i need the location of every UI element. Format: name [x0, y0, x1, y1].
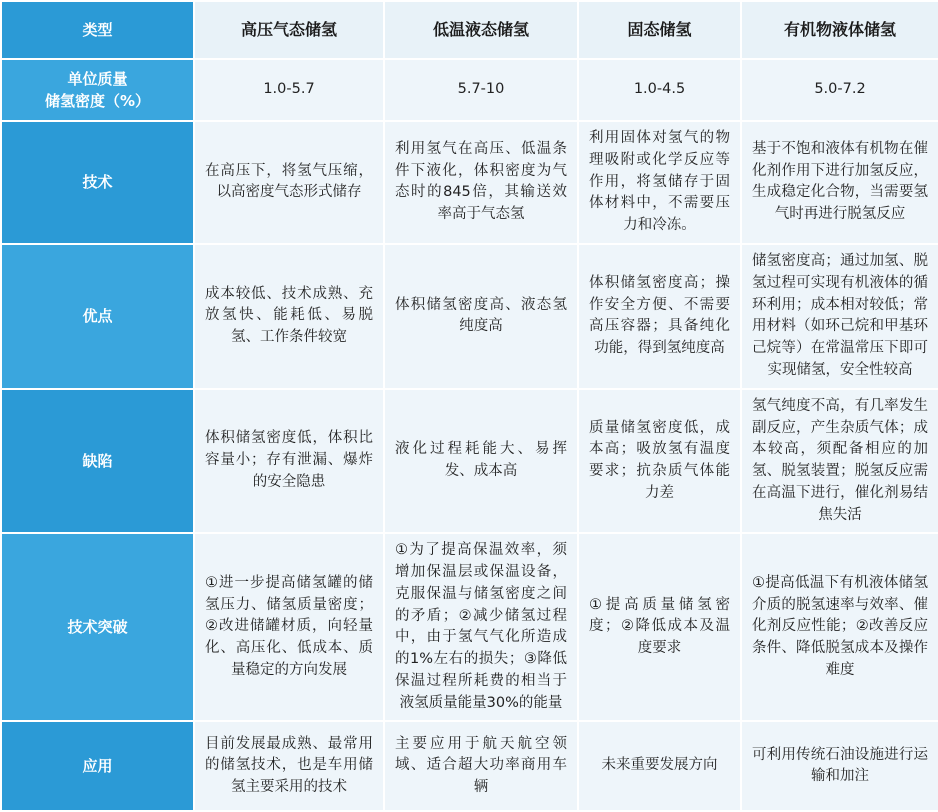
header-col-2: 固态储氢 [578, 1, 741, 59]
row-header-advantages: 优点 [1, 244, 194, 389]
table-row [1, 59, 938, 121]
cell-application-1: 主要应用于航天航空领域、适合超大功率商用车辆 [384, 721, 578, 811]
cell-disadvantages-2: 质量储氢密度低，成本高；吸放氢有温度要求；抗杂质气体能力差 [578, 389, 741, 534]
table-header-row [1, 1, 938, 59]
cell-application-2: 未来重要发展方向 [578, 721, 741, 811]
cell-technology-1: 利用氢气在高压、低温条件下液化，体积密度为气态时的845倍，其输送效率高于气态氢 [384, 121, 578, 244]
row-header-disadvantages: 缺陷 [1, 389, 194, 534]
header-corner-type: 类型 [1, 1, 194, 59]
header-col-3: 有机物液体储氢 [741, 1, 938, 59]
row-header-application: 应用 [1, 721, 194, 811]
cell-breakthrough-0: ①进一步提高储氢罐的储氢压力、储氢质量密度；②改进储罐材质，向轻量化、高压化、低成本、质量稳定的方向发展 [194, 533, 384, 721]
cell-density-0: 1.0-5.7 [194, 59, 384, 121]
cell-breakthrough-3: ①提高低温下有机液体储氢介质的脱氢速率与效率、催化剂反应性能；②改善反应条件、降低脱氢成本及操作难度 [741, 533, 938, 721]
cell-breakthrough-2: ①提高质量储氢密度；②降低成本及温度要求 [578, 533, 741, 721]
cell-technology-3: 基于不饱和液体有机物在催化剂作用下进行加氢反应，生成稳定化合物，当需要氢气时再进行脱氢反应 [741, 121, 938, 244]
cell-advantages-1: 体积储氢密度高、液态氢纯度高 [384, 244, 578, 389]
table-row [1, 121, 938, 244]
row-header-density-line1: 单位质量 [67, 69, 128, 88]
cell-advantages-2: 体积储氢密度高；操作安全方便、不需要高压容器；具备纯化功能，得到氢纯度高 [578, 244, 741, 389]
row-header-breakthrough: 技术突破 [1, 533, 194, 721]
table-row [1, 389, 938, 534]
cell-disadvantages-0: 体积储氢密度低，体积比容量小；存有泄漏、爆炸的安全隐患 [194, 389, 384, 534]
cell-density-3: 5.0-7.2 [741, 59, 938, 121]
row-header-density-line2: 储氢密度（%） [44, 92, 151, 110]
cell-technology-0: 在高压下，将氢气压缩，以高密度气态形式储存 [194, 121, 384, 244]
cell-advantages-3: 储氢密度高；通过加氢、脱氢过程可实现有机液体的循环利用；成本相对较低；常用材料（如环己烷和甲基环己烷等）在常温常压下即可实现储氢，安全性较高 [741, 244, 938, 389]
header-col-0: 高压气态储氢 [194, 1, 384, 59]
table-row [1, 721, 938, 811]
cell-application-0: 目前发展最成熟、最常用的储氢技术，也是车用储氢主要采用的技术 [194, 721, 384, 811]
table-row [1, 533, 938, 721]
row-header-density [1, 59, 194, 121]
cell-technology-2: 利用固体对氢气的物理吸附或化学反应等作用，将氢储存于固体材料中，不需要压力和冷冻。 [578, 121, 741, 244]
table-row [1, 244, 938, 389]
cell-disadvantages-1: 液化过程耗能大、易挥发、成本高 [384, 389, 578, 534]
cell-application-3: 可利用传统石油设施进行运输和加注 [741, 721, 938, 811]
cell-density-1: 5.7-10 [384, 59, 578, 121]
cell-breakthrough-1: ①为了提高保温效率，须增加保温层或保温设备，克服保温与储氢密度之间的矛盾；②减少储氢过程中，由于氢气气化所造成的1%左右的损失；③降低保温过程所耗费的相当于液氢质量能量30%的能量 [384, 533, 578, 721]
header-col-1: 低温液态储氢 [384, 1, 578, 59]
row-header-technology: 技术 [1, 121, 194, 244]
cell-advantages-0: 成本较低、技术成熟、充放氢快、能耗低、易脱氢、工作条件较宽 [194, 244, 384, 389]
cell-disadvantages-3: 氢气纯度不高，有几率发生副反应，产生杂质气体；成本较高，须配备相应的加氢、脱氢装置；脱氢反应需在高温下进行，催化剂易结焦失活 [741, 389, 938, 534]
cell-density-2: 1.0-4.5 [578, 59, 741, 121]
